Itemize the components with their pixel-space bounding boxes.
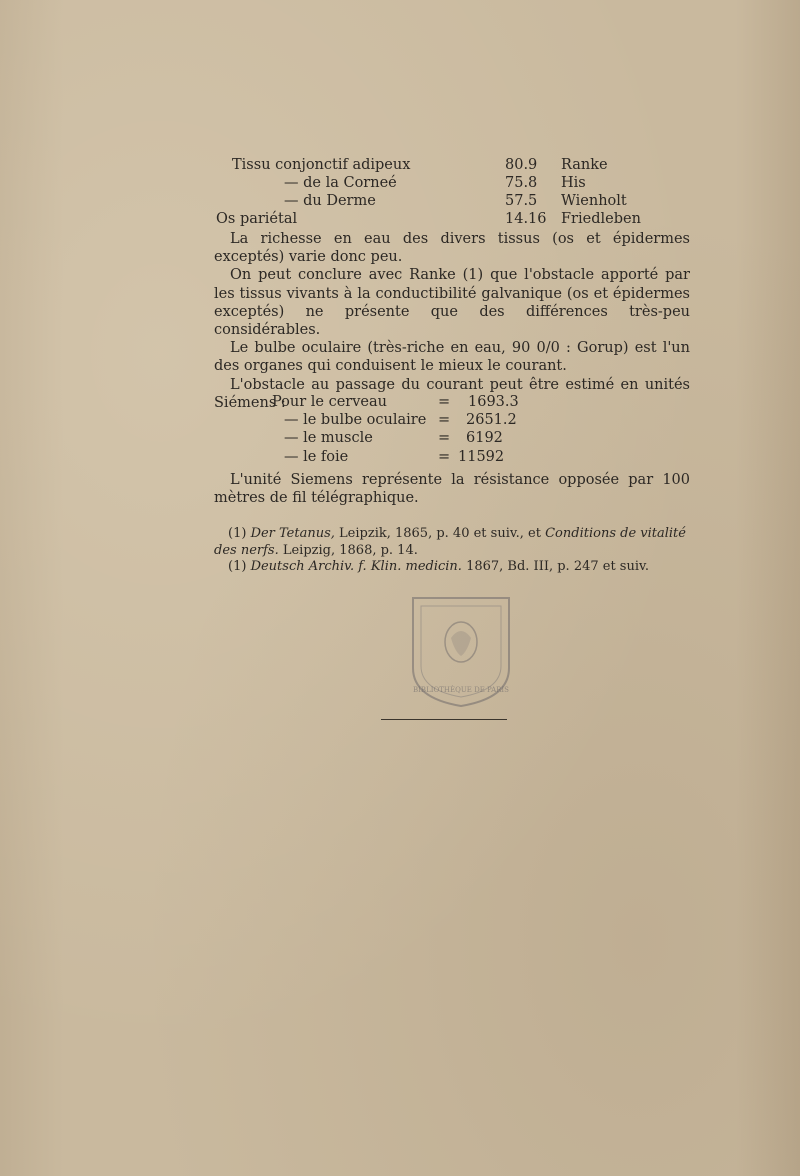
body-text <box>214 230 690 412</box>
closing-text <box>214 471 690 507</box>
resistance-equals: = <box>438 412 451 428</box>
footnote-title: Der Tetanus, <box>250 526 335 541</box>
resistance-equals: = <box>438 430 451 446</box>
table-row-tissue: — de la Corneé <box>284 175 397 191</box>
table-row-tissue: — du Derme <box>284 193 376 209</box>
table-row-author: Friedleben <box>561 211 641 227</box>
table-row-author: His <box>561 175 586 191</box>
table-row-tissue: Os pariétal <box>216 211 298 227</box>
table-row-value: 14.16 <box>505 211 547 227</box>
resistance-value: 1693.3 <box>468 394 519 410</box>
footnote <box>214 559 694 576</box>
paragraph: L'unité Siemens représente la résistance opposée par 100 mètres de fil télégraphique. <box>214 472 690 507</box>
paragraph: Le bulbe oculaire (très-riche en eau, 90 0/0 : Gorup) est l'un des organes qui conduisent le mieux le courant. <box>214 340 690 375</box>
resistance-value: 6192 <box>466 430 503 446</box>
table-row-tissue: Tissu conjonctif adipeux <box>232 157 411 173</box>
footnote-title: Deutsch Archiv. f. Klin. medicin. <box>250 559 462 574</box>
resistance-label: — le foie <box>284 449 349 465</box>
library-stamp-icon <box>405 580 517 710</box>
footnote-number: (1) <box>228 526 247 541</box>
resistance-label: — le muscle <box>284 430 373 446</box>
footnote-number: (1) <box>228 559 247 574</box>
footnote-title: Conditions de vitalité des nerfs. <box>214 526 686 558</box>
resistance-equals: = <box>438 394 451 410</box>
stamp-text: BIBLIOTHÈQUE DE PARIS <box>413 686 509 694</box>
paragraph: L'obstacle au passage du courant peut être estimé en unités Siémens : <box>214 376 690 411</box>
resistance-label: Pour le cerveau <box>272 394 387 410</box>
table-row-value: 57.5 <box>505 193 538 209</box>
table-row-value: 75.8 <box>505 175 538 191</box>
section-divider <box>381 719 507 720</box>
paragraph: La richesse en eau des divers tissus (os et épidermes exceptés) varie donc peu. <box>214 231 690 266</box>
table-row-value: 80.9 <box>505 157 538 173</box>
table-row-author: Ranke <box>561 157 608 173</box>
footnote-text: 1867, Bd. III, p. 247 et suiv. <box>461 559 649 574</box>
resistance-equals: = <box>438 449 451 465</box>
paragraph: On peut conclure avec Ranke (1) que l'obstacle apporté par les tissus vivants à la conductibilité galvanique (os et épidermes exceptés) ne présente que des différences très-peu considérables. <box>214 267 690 339</box>
resistance-value: 2651.2 <box>466 412 517 428</box>
resistance-value: 11592 <box>458 449 505 465</box>
footnote-text: Leipzig, 1868, p. 14. <box>278 542 418 558</box>
footnote <box>214 526 694 559</box>
footnotes <box>214 526 694 576</box>
footnote-text: Leipzik, 1865, p. 40 et suiv., et <box>334 526 546 541</box>
table-row-author: Wienholt <box>561 193 627 209</box>
resistance-label: — le bulbe oculaire <box>284 412 427 428</box>
